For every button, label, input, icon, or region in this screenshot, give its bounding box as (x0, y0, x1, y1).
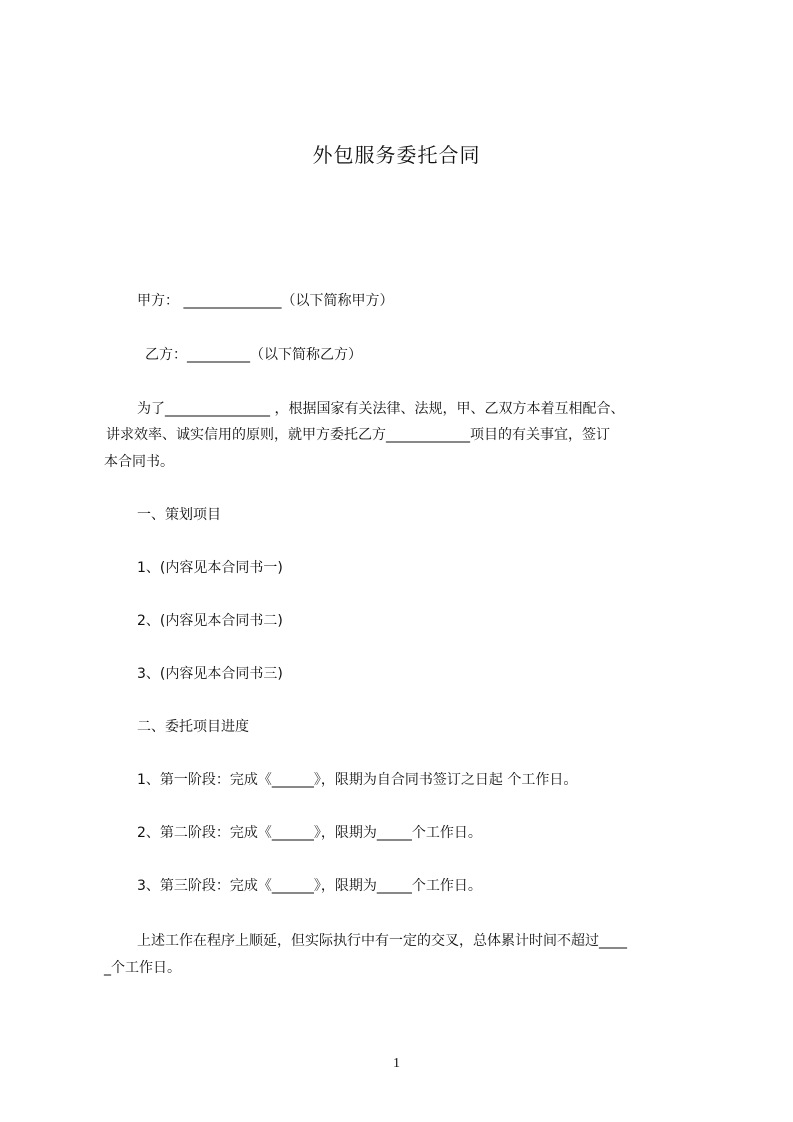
summary-line-1: 上述工作在程序上顺延，但实际执行中有一定的交叉，总体累计时间不超过____ (137, 933, 627, 949)
intro-line-2: 讲求效率、诚实信用的原则，就甲方委托乙方____________项目的有关事宜，签订 (106, 427, 610, 443)
summary-line-2: _个工作日。 (104, 960, 181, 976)
section-1-item: 2、(内容见本合同书二) (137, 613, 283, 629)
section-2-item: 1、第一阶段：完成《______》，限期为自合同书签订之日起 个工作日。 (137, 772, 578, 788)
party-b-line: 乙方：_________（以下简称乙方） (145, 347, 362, 363)
intro-line-3: 本合同书。 (104, 454, 174, 470)
document-title: 外包服务委托合同 (312, 143, 481, 167)
section-2-heading: 二、委托项目进度 (137, 719, 249, 735)
section-2-item: 2、第二阶段：完成《______》，限期为_____个工作日。 (137, 825, 482, 841)
section-1-item: 1、(内容见本合同书一) (137, 560, 283, 576)
section-1-heading: 一、策划项目 (137, 507, 221, 523)
intro-line-1: 为了_______________ ，根据国家有关法律、法规，甲、乙双方本着互相配合、 (137, 401, 625, 417)
section-1-item: 3、(内容见本合同书三) (137, 666, 283, 682)
page-number: 1 (393, 1056, 400, 1071)
party-a-line: 甲方： ______________（以下简称甲方） (137, 293, 394, 309)
section-2-item: 3、第三阶段：完成《______》，限期为_____个工作日。 (137, 878, 482, 894)
